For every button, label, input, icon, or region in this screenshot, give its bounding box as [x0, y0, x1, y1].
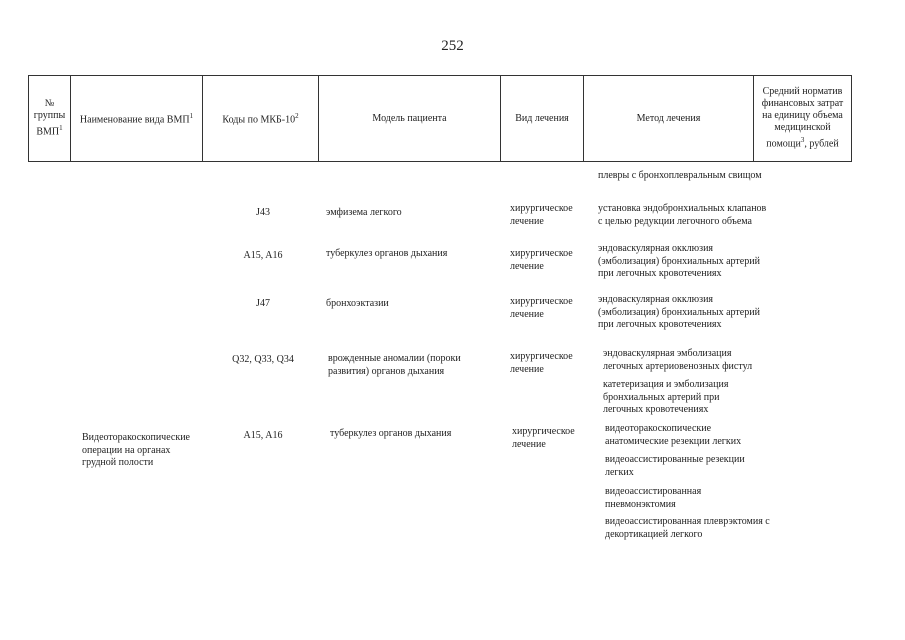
patient-model: туберкулез органов дыхания — [326, 248, 448, 259]
icd-code: J47 — [256, 298, 270, 309]
patient-model: бронхоэктазии — [326, 298, 389, 309]
patient-model: эмфизема легкого — [326, 207, 402, 218]
method-text: эндоваскулярная эмболизация легочных артериовенозных фистул — [603, 348, 753, 372]
treatment-type: хирургическое лечение — [510, 203, 573, 227]
method-text: видеоторакоскопические анатомические резекции легких — [605, 423, 742, 447]
method-text: видеоассистированные резекции легких — [605, 454, 745, 478]
header-vmp-name: Наименование вида ВМП$^1$ — [71, 76, 203, 162]
treatment-type: хирургическое лечение — [510, 248, 573, 272]
method-text: эндоваскулярная окклюзия (эмболизация) бронхиальных артерий при легочных кровотечениях — [598, 294, 760, 330]
header-avg-cost: Средний норматив финансовых затрат на единицу объема медицинской помощи$^3$, рублей — [754, 76, 852, 162]
header-group-number: № группы ВМП$^1$ — [29, 76, 71, 162]
table-header — [28, 75, 852, 162]
method-text: плевры с бронхоплевральным свищом — [598, 170, 762, 181]
icd-code: A15, A16 — [243, 250, 283, 261]
method-text: эндоваскулярная окклюзия (эмболизация) бронхиальных артерий при легочных кровотечениях — [598, 243, 760, 279]
patient-model: врожденные аномалии (пороки развития) органов дыхания — [328, 353, 461, 377]
vmp-name: Видеоторакоскопические операции на органах грудной полости — [82, 432, 190, 468]
icd-code: Q32, Q33, Q34 — [232, 354, 294, 365]
treatment-type: хирургическое лечение — [510, 296, 573, 320]
method-text: установка эндобронхиальных клапанов с целью редукции легочного объема — [598, 203, 767, 227]
treatment-type: хирургическое лечение — [510, 351, 573, 375]
header-icd-codes: Коды по МКБ-$10^2$ — [203, 76, 319, 162]
method-text: видеоассистированная плеврэктомия с декортикацией легкого — [605, 516, 770, 540]
icd-code: J43 — [256, 207, 270, 218]
method-text: катетеризация и эмболизация бронхиальных артерий при легочных кровотечениях — [603, 379, 729, 415]
header-patient-model: Модель пациента — [319, 76, 501, 162]
treatment-type: хирургическое лечение — [512, 426, 575, 450]
header-treatment-method: Метод лечения — [584, 76, 754, 162]
page-number: 252 — [441, 38, 464, 54]
method-text: видеоассистированная пневмонэктомия — [605, 486, 702, 510]
header-treatment-type: Вид лечения — [501, 76, 584, 162]
patient-model: туберкулез органов дыхания — [330, 428, 452, 439]
icd-code: A15, A16 — [243, 430, 283, 441]
